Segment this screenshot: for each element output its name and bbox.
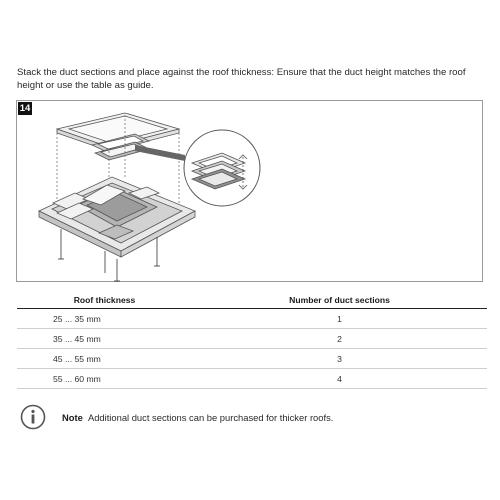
- installation-figure: [16, 100, 483, 282]
- duct-count-cell: 4: [192, 369, 487, 389]
- roof-thickness-cell: 55 ... 60 mm: [17, 369, 192, 389]
- header-roof-thickness: Roof thickness: [17, 291, 192, 309]
- table-row: [17, 349, 487, 369]
- note-label: Note: [62, 412, 83, 423]
- installation-illustration: [17, 101, 484, 283]
- note-box: [20, 404, 480, 434]
- roof-thickness-cell: 25 ... 35 mm: [17, 309, 192, 329]
- base-unit: [39, 177, 195, 257]
- info-icon: [20, 404, 46, 430]
- step-number-badge: 14: [19, 103, 31, 114]
- duct-count-cell: 1: [192, 309, 487, 329]
- table-row: [17, 309, 487, 329]
- duct-count-cell: 3: [192, 349, 487, 369]
- duct-count-cell: 2: [192, 329, 487, 349]
- table-header-row: [17, 291, 487, 309]
- duct-sections-table: [17, 291, 487, 389]
- roof-thickness-cell: 35 ... 45 mm: [17, 329, 192, 349]
- instruction-text: Stack the duct sections and place against the roof thickness: Ensure that the duct height matches the roof height or use the table as guide.: [17, 67, 466, 91]
- note-text: [62, 412, 333, 423]
- roof-thickness-cell: 45 ... 55 mm: [17, 349, 192, 369]
- header-duct-sections: Number of duct sections: [192, 291, 487, 309]
- table-row: [17, 369, 487, 389]
- table-row: [17, 329, 487, 349]
- note-body: Additional duct sections can be purchased for thicker roofs.: [87, 412, 334, 423]
